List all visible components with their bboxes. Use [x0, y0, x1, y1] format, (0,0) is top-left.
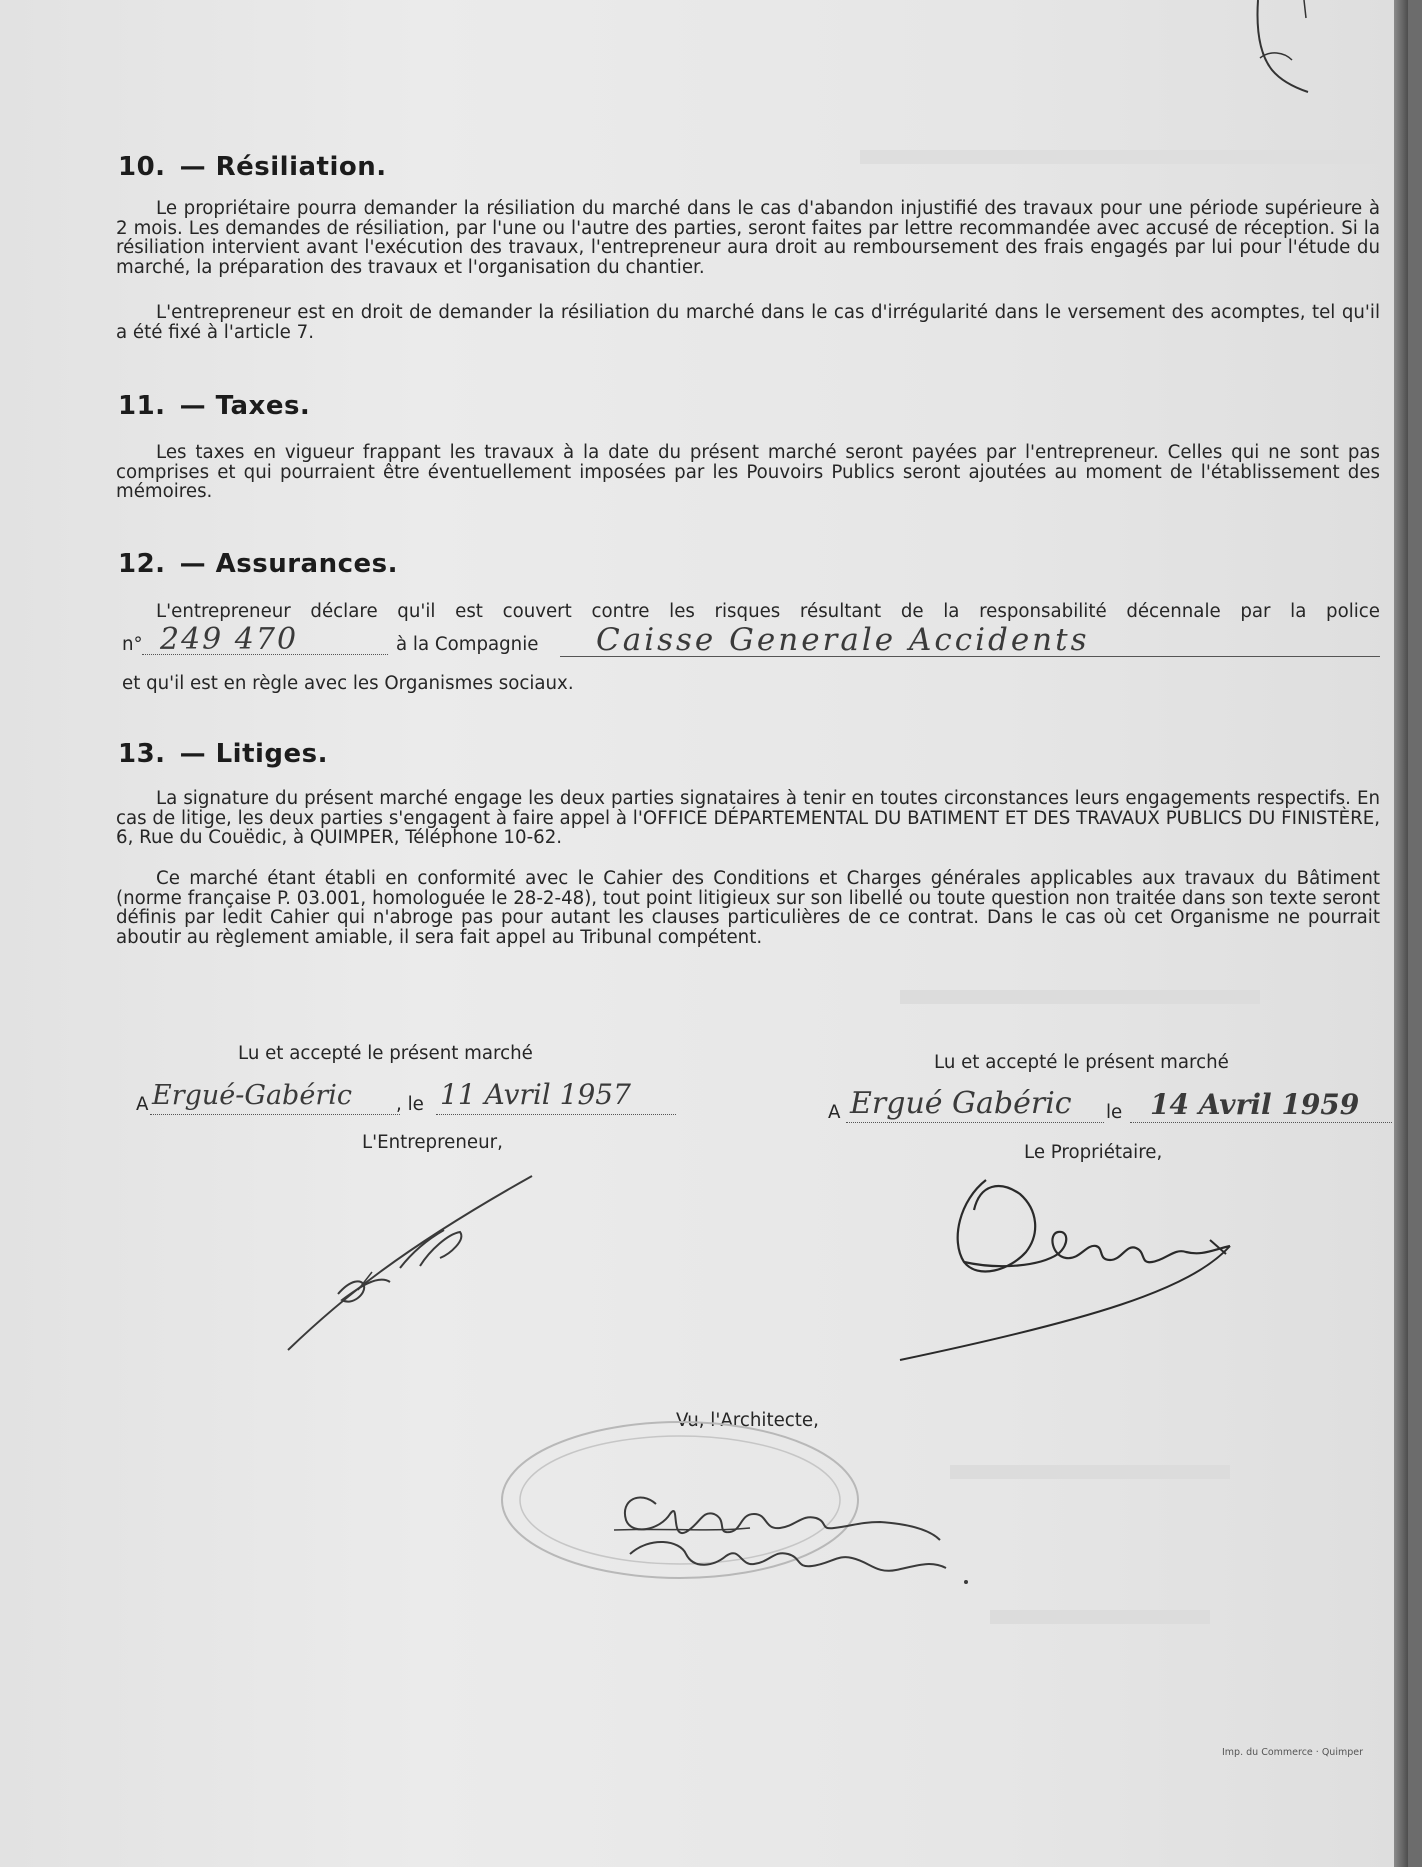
section-title: — Taxes.	[179, 391, 311, 421]
section-12-closing: et qu'il est en règle avec les Organismes sociaux.	[122, 673, 574, 694]
pencil-mark	[1250, 0, 1310, 95]
section-11-paragraph-1: Les taxes en vigueur frappant les travaux à la date du présent marché seront payées par l'entrepreneur. Celles qui ne sont pas comprises et qui pourraient être éventuellement imposées par les Pouvoirs Publics seront ajoutées au moment de l'établissement des mémoires.	[116, 442, 1380, 502]
section-11-heading	[118, 391, 310, 421]
section-title: — Résiliation.	[179, 152, 387, 182]
section-13-heading	[118, 739, 328, 769]
date-handwritten: 14 Avril 1959	[1150, 1088, 1360, 1121]
page-edge	[1394, 0, 1408, 1867]
section-12-heading	[118, 549, 398, 579]
section-title: — Litiges.	[179, 739, 329, 769]
place-prefix: A	[136, 1094, 149, 1115]
section-number: 13.	[118, 739, 166, 769]
company-name: Caisse Generale Accidents	[596, 622, 1090, 658]
section-13-paragraph-1: La signature du présent marché engage les deux parties signataires à tenir en toutes circonstances leurs engagements respectifs. En cas de litige, les deux parties s'engagent à faire appel à l'OFFICE DÉPARTEMENTAL DU BATIMENT ET DES TRAVAUX PUBLICS DU FINISTÈRE, 6, Rue du Couëdic, à QUIMPER, Téléphone 10-62.	[116, 788, 1380, 848]
policy-prefix: n°	[122, 634, 143, 655]
place-line	[846, 1122, 1104, 1123]
date-line	[1130, 1122, 1392, 1123]
signature-heading: Lu et accepté le présent marché	[238, 1043, 533, 1064]
company-prefix: à la Compagnie	[396, 634, 539, 655]
section-10-heading	[118, 152, 387, 182]
place-line	[150, 1114, 400, 1115]
contractor-signature	[280, 1170, 560, 1360]
section-number: 12.	[118, 549, 166, 579]
section-number: 11.	[118, 391, 166, 421]
bleed-through	[860, 150, 1380, 164]
section-number: 10.	[118, 152, 166, 182]
bleed-through	[990, 1610, 1210, 1624]
date-handwritten: 11 Avril 1957	[440, 1078, 631, 1111]
section-title: — Assurances.	[179, 549, 398, 579]
signature-role: L'Entrepreneur,	[362, 1132, 503, 1153]
place-handwritten: Ergué-Gabéric	[152, 1080, 352, 1111]
bleed-through	[900, 990, 1260, 1004]
section-12-paragraph-1: L'entrepreneur déclare qu'il est couvert contre les risques résultant de la responsabilité décennale par la police	[156, 601, 1380, 622]
place-handwritten: Ergué Gabéric	[850, 1086, 1072, 1121]
printer-imprint: Imp. du Commerce · Quimper	[1222, 1747, 1363, 1758]
date-line	[436, 1114, 676, 1115]
policy-number: 249 470	[160, 622, 299, 657]
section-10-paragraph-2: L'entrepreneur est en droit de demander la résiliation du marché dans le cas d'irrégularité dans le versement des acomptes, tel qu'il a été fixé à l'article 7.	[116, 302, 1380, 343]
signature-role: Vu, l'Architecte,	[676, 1410, 819, 1431]
signature-role: Le Propriétaire,	[1024, 1142, 1163, 1163]
date-prefix: , le	[396, 1094, 424, 1115]
place-prefix: A	[828, 1102, 841, 1123]
section-10-paragraph-1: Le propriétaire pourra demander la résiliation du marché dans le cas d'abandon injustifié des travaux pour une période supérieure à 2 mois. Les demandes de résiliation, par l'une ou l'autre des parties, seront faites par lettre recommandée avec accusé de réception. Si la résiliation intervient avant l'exécution des travaux, l'entrepreneur aura droit au remboursement des frais engagés par lui pour l'étude du marché, la préparation des travaux et l'organisation du chantier.	[116, 198, 1380, 278]
architect-signature	[590, 1470, 1010, 1600]
section-13-paragraph-2: Ce marché étant établi en conformité avec le Cahier des Conditions et Charges générales applicables aux travaux du Bâtiment (norme française P. 03.001, homologuée le 28-2-48), tout point litigieux sur son libellé ou toute question non traitée dans son texte seront définis par ledit Cahier qui n'abroge pas pour autant les clauses particulières de ce contrat. Dans le cas où cet Organisme ne pourrait aboutir au règlement amiable, il sera fait appel au Tribunal compétent.	[116, 868, 1380, 948]
owner-signature	[890, 1170, 1340, 1370]
signature-heading: Lu et accepté le présent marché	[934, 1052, 1229, 1073]
date-prefix: le	[1106, 1102, 1123, 1123]
